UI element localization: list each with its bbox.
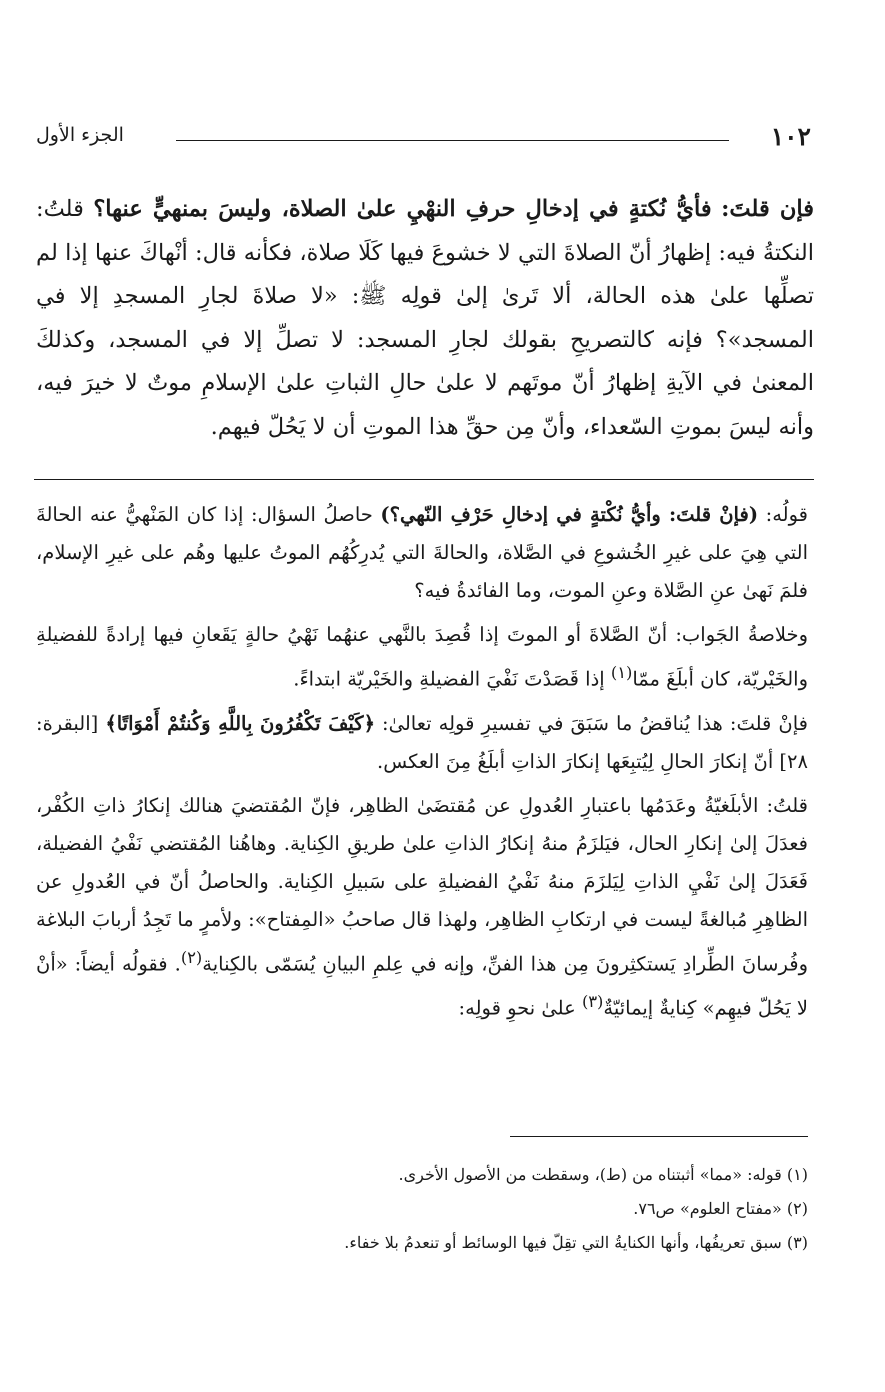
commentary-paragraph bbox=[36, 705, 808, 781]
question-label: فإن قلتَ: bbox=[721, 196, 814, 222]
commentary-text: وخلاصةُ الجَواب: أنّ الصَّلاةَ أو الموتَ إذا قُصِدَ بالنَّهي عنهُما نَهْيُ حالةٍ يَقَعانِ فيها إرادةً للفضيلةِ والخَيْريّة، كان أبلَغَ ممّا bbox=[36, 623, 808, 691]
footnote-ref: (١) bbox=[610, 663, 633, 682]
footnote-separator bbox=[510, 1136, 808, 1137]
text-separator bbox=[34, 479, 814, 480]
header-rule bbox=[176, 140, 729, 141]
commentary-quote: (فإنْ قلتَ: وأيُّ نُكْتةٍ في إدخالِ حَرْفِ النّهي؟) bbox=[380, 503, 759, 526]
main-paragraph bbox=[36, 188, 814, 449]
commentary-text: . فقولُه أيضاً: «أنْ لا يَحُلّ فيهِم» كِنايةٌ إيمائيّةٌ bbox=[36, 952, 808, 1020]
footnote: (٢) «مفتاح العلوم» ص٧٦. bbox=[633, 1199, 808, 1218]
question-text: فأيُّ نُكتةٍ في إدخالِ حرفِ النهْيِ علىٰ الصلاة، وليسَ بمنهيٍّ عنها؟ bbox=[93, 196, 712, 222]
footnote: (٣) سبق تعريفُها، وأنها الكنايةُ التي تقِلّ فيها الوسائط أو تنعدمُ بلا خفاء. bbox=[344, 1233, 808, 1252]
commentary-text: علىٰ نحوِ قولِه: bbox=[458, 996, 576, 1020]
footnote-ref: (٣) bbox=[581, 992, 604, 1011]
page-number: ١٠٢ bbox=[770, 122, 811, 151]
footnotes bbox=[36, 1158, 808, 1260]
quran-verse: ﴿كَيْفَ تَكْفُرُونَ بِاللَّهِ وَكُنتُمْ أَمْوَاتًا﴾ bbox=[105, 711, 375, 735]
commentary-text: فإنْ قلتَ: هذا يُناقضُ ما سَبَقَ في تفسيرِ قولِه تعالىٰ: bbox=[382, 711, 809, 735]
footnote: (١) قوله: «مما» أثبتناه من (ط)، وسقطت من الأصول الأخرى. bbox=[398, 1165, 808, 1184]
commentary-text: [البقرة: ٢٨] أنّ إنكارَ الحالِ لِيُتبِعَها إنكارَ الذاتِ أبلَغُ مِنَ العكس. bbox=[36, 711, 808, 773]
commentary-paragraph bbox=[36, 496, 808, 610]
footnote-ref: (٢) bbox=[180, 947, 203, 967]
commentary-paragraph bbox=[36, 616, 808, 699]
page-header bbox=[36, 122, 811, 162]
commentary-text: إذا قَصَدْتَ نَفْيَ الفضيلةِ والخَيْريّة ابتداءً. bbox=[293, 667, 605, 691]
commentary bbox=[36, 496, 808, 1034]
part-title: الجزء الأول bbox=[36, 124, 124, 146]
commentary-text: حاصلُ السؤال: إذا كان المَنْهيُّ عنه الحالةَ التي هِيَ على غيرِ الخُشوعِ في الصَّلاة، والحالةَ التي يُدرِكُهُم الموتُ عليها وهُم على غيرِ الإسلام، فلمَ نَهىٰ عنِ الصَّلاة وعنِ الموت، وما الفائدةُ فيه؟ bbox=[36, 503, 808, 602]
commentary-intro: قولُه: bbox=[765, 503, 808, 526]
answer-text: قلتُ: النكتةُ فيه: إظهارُ أنّ الصلاةَ التي لا خشوعَ فيها كَلَا صلاة، فكأنه قال: أنْهاكَ عنها إذا لم تصلِّها علىٰ هذه الحالة، ألا تَرىٰ إلىٰ قولِه ﷺ: «لا صلاةَ لجارِ المسجدِ إلا في المسجد»؟ فإنه كالتصريحِ بقولك لجارِ المسجد: لا تصلِّ إلا في المسجد، وكذلكَ المعنىٰ في الآيةِ إظهارُ أنّ موتَهم لا علىٰ حالِ الثباتِ علىٰ الإسلامِ موتٌ لا خيرَ فيه، وأنه ليسَ بموتِ السّعداء، وأنّ مِن حقِّ هذا الموتِ أن لا يَحُلّ فيهم. bbox=[36, 196, 814, 440]
commentary-paragraph bbox=[36, 787, 808, 1028]
main-text bbox=[36, 188, 814, 449]
commentary-text: قلتُ: الأبلَغيّةُ وعَدَمُها باعتبارِ العُدولِ عن مُقتضَىٰ الظاهِر، فإنّ المُقتضيَ هنالك إنكارُ ذاتِ الكُفْر، فعدَلَ إلىٰ إنكارِ الحال، فيَلزَمُ منهُ إنكارُ الذاتِ علىٰ طريقِ الكِناية. وهاهُنا المُقتضي نَفْيُ الفضيلة، فَعَدَلَ إلىٰ نَفْيِ الذاتِ لِيَلزَمَ منهُ نَفْيُ الفضيلةِ على سَبيلِ الكِناية. والحاصلُ أنّ في العُدولِ عن الظاهِرِ مُبالغةً ليست في ارتكابِ الظاهِر، ولهذا قال صاحبُ «المِفتاح»: ولأمرٍ ما تَجِدُ أربابَ البلاغة وفُرسانَ الطِّرادِ يَستكثِرونَ مِن هذا الفنِّ، وإنه في عِلمِ البيانِ يُسَمّى بالكِناية bbox=[36, 793, 809, 975]
